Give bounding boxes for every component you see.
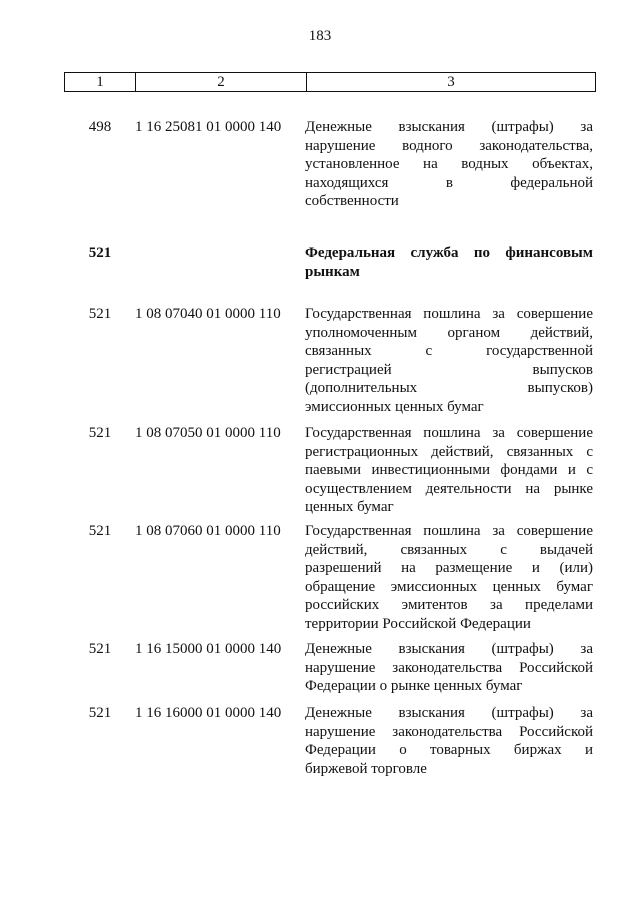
agency-title <box>305 244 593 281</box>
description-line: Федерации о товарных биржах и <box>305 742 593 758</box>
description-line: Государственная пошлина за совершение <box>305 523 593 539</box>
description-line: Федеральная служба по финансовым <box>305 245 593 261</box>
description-line: нарушение водного законодательства, <box>305 137 593 154</box>
admin-code: 521 <box>88 705 112 721</box>
description-line: собственности <box>305 193 399 209</box>
description-line: регистрацией выпусков <box>305 361 593 378</box>
description-line: Государственная пошлина за совершение <box>305 425 593 441</box>
description-line: биржевой торговле <box>305 760 427 777</box>
column-header-table <box>64 72 596 92</box>
column-header-2: 2 <box>136 73 307 92</box>
budget-code: 1 16 15000 01 0000 140 <box>135 641 282 657</box>
description-line: ценных бумаг <box>305 499 394 515</box>
description-line: Денежные взыскания (штрафы) за <box>305 641 593 657</box>
description <box>305 305 593 416</box>
description-line: территории Российской Федерации <box>305 615 531 632</box>
column-header-3: 3 <box>307 73 596 92</box>
description-line: уполномоченным органом действий, <box>305 324 593 341</box>
description-line: Государственная пошлина за совершение <box>305 306 593 322</box>
description <box>305 118 593 211</box>
description-line: действий, связанных с выдачей <box>305 541 593 558</box>
description-line: разрешений на размещение и (или) <box>305 560 593 576</box>
admin-code: 521 <box>88 245 112 261</box>
page-number: 183 <box>308 28 332 44</box>
budget-code: 1 08 07040 01 0000 110 <box>135 306 281 322</box>
budget-code: 1 08 07060 01 0000 110 <box>135 523 281 539</box>
description-line: паевыми инвестиционными фондами и с <box>305 462 593 478</box>
description-line: эмиссионных ценных бумаг <box>305 398 484 415</box>
description-line: Денежные взыскания (штрафы) за <box>305 119 593 135</box>
description-line: российских эмитентов за пределами <box>305 597 593 613</box>
description-line: связанных с государственной <box>305 343 593 359</box>
description <box>305 704 593 778</box>
admin-code: 521 <box>88 425 112 441</box>
budget-code: 1 08 07050 01 0000 110 <box>135 425 281 441</box>
description <box>305 640 593 696</box>
description-line: обращение эмиссионных ценных бумаг <box>305 578 593 595</box>
description-line: (дополнительных выпусков) <box>305 380 593 396</box>
description-line: Федерации о рынке ценных бумаг <box>305 678 523 694</box>
description-line: нарушение законодательства Российской <box>305 723 593 740</box>
description-line: рынкам <box>305 263 360 280</box>
admin-code: 521 <box>88 641 112 657</box>
description-line: установленное на водных объектах, <box>305 156 593 172</box>
description-line: нарушение законодательства Российской <box>305 659 593 676</box>
admin-code: 498 <box>88 119 112 135</box>
admin-code: 521 <box>88 523 112 539</box>
description <box>305 522 593 633</box>
column-header-1: 1 <box>65 73 136 92</box>
description <box>305 424 593 517</box>
description-line: Денежные взыскания (штрафы) за <box>305 705 593 721</box>
admin-code: 521 <box>88 306 112 322</box>
budget-code: 1 16 16000 01 0000 140 <box>135 705 282 721</box>
description-line: находящихся в федеральной <box>305 174 593 191</box>
budget-code: 1 16 25081 01 0000 140 <box>135 119 282 135</box>
description-line: осуществлением деятельности на рынке <box>305 480 593 497</box>
description-line: регистрационных действий, связанных с <box>305 443 593 460</box>
